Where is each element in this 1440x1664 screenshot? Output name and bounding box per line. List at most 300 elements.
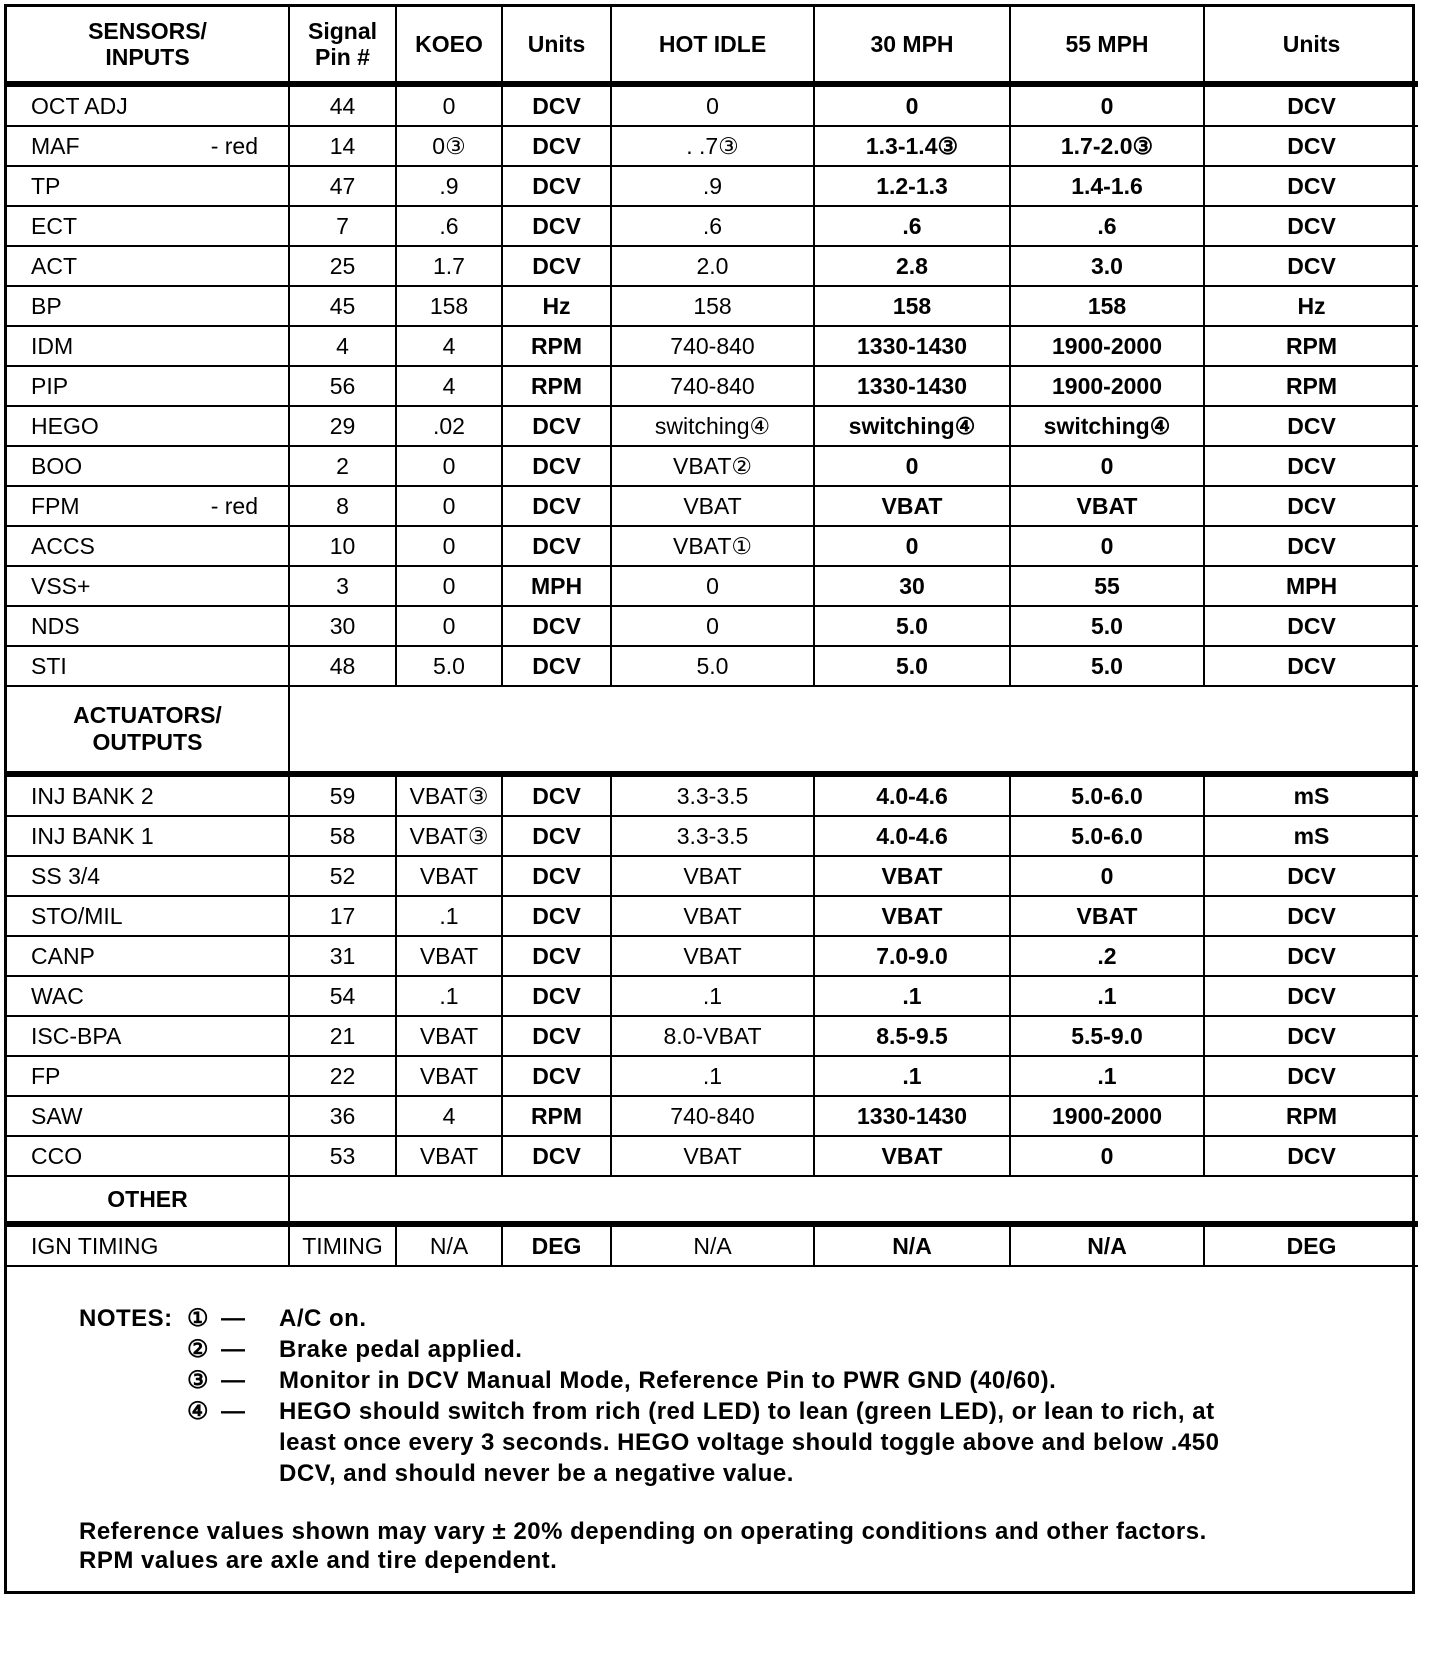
empty-cell (289, 686, 1418, 774)
signal-name: NDS (31, 612, 80, 639)
value-cell: DCV (1204, 526, 1418, 566)
note-number: ③ (187, 1367, 210, 1394)
value-cell: 0 (814, 84, 1010, 126)
value-cell: DCV (502, 856, 611, 896)
note-item (79, 1334, 1412, 1365)
value-cell: MPH (1204, 566, 1418, 606)
value-cell: 5.0 (611, 646, 814, 686)
value-cell: 0 (611, 84, 814, 126)
value-cell: mS (1204, 774, 1418, 816)
value-cell: 158 (396, 286, 502, 326)
value-cell: DCV (1204, 84, 1418, 126)
value-cell: .02 (396, 406, 502, 446)
signal-name: BOO (31, 452, 83, 479)
value-cell: 740-840 (611, 366, 814, 406)
value-cell: DCV (502, 1056, 611, 1096)
value-cell: 0 (396, 84, 502, 126)
table-row (7, 126, 1418, 166)
value-cell: DCV (1204, 206, 1418, 246)
note-number: ④ (187, 1398, 210, 1425)
value-cell: 0 (1010, 526, 1204, 566)
value-cell: 0 (1010, 446, 1204, 486)
value-cell: 0 (814, 526, 1010, 566)
value-cell: 0 (396, 446, 502, 486)
value-cell: 4 (396, 326, 502, 366)
value-cell: DCV (502, 936, 611, 976)
value-cell: Hz (502, 286, 611, 326)
value-cell: 1330-1430 (814, 1096, 1010, 1136)
column-header: Signal Pin # (289, 7, 396, 84)
value-cell: .6 (611, 206, 814, 246)
value-cell: 30 (289, 606, 396, 646)
value-cell: RPM (1204, 1096, 1418, 1136)
empty-cell (289, 1176, 1418, 1224)
table-row (7, 326, 1418, 366)
value-cell: MPH (502, 566, 611, 606)
value-cell: DCV (502, 246, 611, 286)
value-cell: 8.5-9.5 (814, 1016, 1010, 1056)
value-cell: VBAT (611, 936, 814, 976)
value-cell: VBAT (396, 936, 502, 976)
table-row (7, 896, 1418, 936)
signal-name: STI (31, 652, 67, 679)
signal-name-cell (7, 936, 289, 976)
value-cell: .1 (396, 976, 502, 1016)
table-row (7, 406, 1418, 446)
value-cell: .1 (611, 1056, 814, 1096)
value-cell: 4.0-4.6 (814, 774, 1010, 816)
value-cell: VBAT (1010, 486, 1204, 526)
signal-name: CCO (31, 1142, 83, 1169)
value-cell: VBAT③ (396, 774, 502, 816)
value-cell: DCV (502, 1136, 611, 1176)
value-cell: 30 (814, 566, 1010, 606)
value-cell: 0 (1010, 1136, 1204, 1176)
value-cell: .6 (1010, 206, 1204, 246)
table-row (7, 446, 1418, 486)
value-cell: VBAT① (611, 526, 814, 566)
value-cell: 7 (289, 206, 396, 246)
value-cell: 7.0-9.0 (814, 936, 1010, 976)
signal-name: STO/MIL (31, 902, 123, 929)
column-header: 55 MPH (1010, 7, 1204, 84)
section-header-row (7, 686, 1418, 774)
value-cell: 31 (289, 936, 396, 976)
value-cell: DEG (502, 1224, 611, 1266)
signal-name: CANP (31, 942, 95, 969)
signal-name-cell (7, 366, 289, 406)
value-cell: . .7③ (611, 126, 814, 166)
value-cell: 0 (814, 446, 1010, 486)
table-row (7, 1096, 1418, 1136)
header-row (7, 7, 1418, 84)
diagnostic-reference-table (4, 4, 1415, 1594)
signal-name-cell (7, 1224, 289, 1266)
value-cell: 5.0 (1010, 606, 1204, 646)
table-row (7, 1136, 1418, 1176)
wire-color-note: - red (210, 492, 258, 519)
signal-name: INJ BANK 1 (31, 822, 154, 849)
value-cell: VBAT (396, 856, 502, 896)
dash-separator: — (221, 1367, 246, 1394)
value-cell: DCV (502, 406, 611, 446)
signal-name: HEGO (31, 412, 99, 439)
signal-name: IGN TIMING (31, 1232, 159, 1259)
signal-name-cell (7, 406, 289, 446)
signal-name-cell (7, 1016, 289, 1056)
value-cell: 4 (396, 1096, 502, 1136)
value-cell: 56 (289, 366, 396, 406)
table-row (7, 166, 1418, 206)
value-cell: 45 (289, 286, 396, 326)
value-cell: 1900-2000 (1010, 1096, 1204, 1136)
note-item (79, 1303, 1412, 1334)
signal-name-cell (7, 286, 289, 326)
value-cell: 0 (396, 486, 502, 526)
signal-name-cell (7, 896, 289, 936)
value-cell: 48 (289, 646, 396, 686)
value-cell: 2 (289, 446, 396, 486)
signal-name-cell (7, 856, 289, 896)
signal-name: FP (31, 1062, 61, 1089)
table-row (7, 206, 1418, 246)
value-cell: 5.5-9.0 (1010, 1016, 1204, 1056)
value-cell: RPM (1204, 326, 1418, 366)
value-cell: .1 (814, 976, 1010, 1016)
value-cell: 0 (396, 526, 502, 566)
value-cell: DCV (1204, 936, 1418, 976)
table-row (7, 774, 1418, 816)
value-cell: 5.0-6.0 (1010, 774, 1204, 816)
value-cell: 1330-1430 (814, 326, 1010, 366)
value-cell: 4.0-4.6 (814, 816, 1010, 856)
value-cell: DCV (502, 896, 611, 936)
signal-name-cell (7, 1136, 289, 1176)
notes-section (7, 1267, 1412, 1591)
value-cell: N/A (611, 1224, 814, 1266)
value-cell: switching④ (611, 406, 814, 446)
value-cell: Hz (1204, 286, 1418, 326)
signal-name-cell (7, 206, 289, 246)
value-cell: N/A (396, 1224, 502, 1266)
table-row (7, 1056, 1418, 1096)
value-cell: DCV (502, 1016, 611, 1056)
value-cell: 52 (289, 856, 396, 896)
value-cell: 29 (289, 406, 396, 446)
value-cell: 5.0 (814, 646, 1010, 686)
dash-separator: — (221, 1336, 246, 1363)
value-cell: 4 (396, 366, 502, 406)
notes-label (79, 1396, 187, 1489)
signal-name: MAF (31, 132, 80, 159)
signal-name: WAC (31, 982, 84, 1009)
value-cell: VBAT (814, 486, 1010, 526)
signal-name: ACT (31, 252, 77, 279)
value-cell: DCV (1204, 856, 1418, 896)
value-cell: RPM (1204, 366, 1418, 406)
value-cell: VBAT (611, 1136, 814, 1176)
value-cell: 22 (289, 1056, 396, 1096)
value-cell: VBAT (396, 1136, 502, 1176)
value-cell: .2 (1010, 936, 1204, 976)
value-cell: 1.2-1.3 (814, 166, 1010, 206)
value-cell: 53 (289, 1136, 396, 1176)
value-cell: 0 (1010, 856, 1204, 896)
value-cell: DCV (502, 206, 611, 246)
value-cell: DCV (502, 976, 611, 1016)
value-cell: 158 (611, 286, 814, 326)
table-row (7, 84, 1418, 126)
dash-separator: — (221, 1305, 246, 1332)
note-item (79, 1396, 1412, 1489)
signal-name-cell (7, 976, 289, 1016)
reference-note: Reference values shown may vary ± 20% depending on operating conditions and other factors. RPM values are axle and tire dependent. (79, 1518, 1207, 1574)
value-cell: VBAT (611, 896, 814, 936)
value-cell: 1900-2000 (1010, 366, 1204, 406)
column-header: SENSORS/ INPUTS (7, 7, 289, 84)
column-header: Units (502, 7, 611, 84)
value-cell: 1.7-2.0③ (1010, 126, 1204, 166)
value-cell: 0 (611, 566, 814, 606)
value-cell: 3 (289, 566, 396, 606)
value-cell: VBAT③ (396, 816, 502, 856)
value-cell: 0 (611, 606, 814, 646)
signal-name-cell (7, 646, 289, 686)
signal-name-cell (7, 774, 289, 816)
value-cell: DCV (502, 816, 611, 856)
value-cell: VBAT (396, 1056, 502, 1096)
value-cell: DCV (1204, 446, 1418, 486)
value-cell: 36 (289, 1096, 396, 1136)
signal-name-cell (7, 166, 289, 206)
value-cell: DCV (1204, 976, 1418, 1016)
note-number: ② (187, 1336, 210, 1363)
table-row (7, 286, 1418, 326)
signal-name: BP (31, 292, 62, 319)
value-cell: DCV (1204, 896, 1418, 936)
value-cell: 3.0 (1010, 246, 1204, 286)
value-cell: .1 (611, 976, 814, 1016)
value-cell: 44 (289, 84, 396, 126)
section-title: ACTUATORS/ OUTPUTS (7, 686, 289, 774)
value-cell: 740-840 (611, 326, 814, 366)
notes-label: NOTES: (79, 1305, 173, 1332)
value-cell: DCV (1204, 1016, 1418, 1056)
value-cell: 5.0 (814, 606, 1010, 646)
value-cell: .1 (1010, 1056, 1204, 1096)
value-cell: 2.8 (814, 246, 1010, 286)
value-cell: DCV (502, 486, 611, 526)
value-cell: mS (1204, 816, 1418, 856)
value-cell: DCV (502, 526, 611, 566)
notes-label (79, 1334, 187, 1365)
value-cell: 740-840 (611, 1096, 814, 1136)
note-number: ① (187, 1305, 210, 1332)
value-cell: 21 (289, 1016, 396, 1056)
value-cell: VBAT② (611, 446, 814, 486)
value-cell: 1900-2000 (1010, 326, 1204, 366)
signal-name-cell (7, 84, 289, 126)
value-cell: 55 (1010, 566, 1204, 606)
signal-name: ISC-BPA (31, 1022, 122, 1049)
column-header: KOEO (396, 7, 502, 84)
value-cell: DCV (502, 84, 611, 126)
table-row (7, 976, 1418, 1016)
value-cell: DCV (502, 606, 611, 646)
value-cell: TIMING (289, 1224, 396, 1266)
column-header: HOT IDLE (611, 7, 814, 84)
note-text: Monitor in DCV Manual Mode, Reference Pin to PWR GND (40/60). (279, 1367, 1057, 1394)
value-cell: DCV (502, 166, 611, 206)
signal-name-cell (7, 246, 289, 286)
value-cell: 14 (289, 126, 396, 166)
value-cell: 158 (814, 286, 1010, 326)
signal-name: IDM (31, 332, 74, 359)
value-cell: .1 (814, 1056, 1010, 1096)
value-cell: 158 (1010, 286, 1204, 326)
signal-name: ACCS (31, 532, 95, 559)
value-cell: .9 (396, 166, 502, 206)
value-cell: 10 (289, 526, 396, 566)
column-header: 30 MPH (814, 7, 1010, 84)
value-cell: 58 (289, 816, 396, 856)
value-cell: DCV (502, 126, 611, 166)
signal-name: VSS+ (31, 572, 91, 599)
value-cell: N/A (814, 1224, 1010, 1266)
value-cell: 3.3-3.5 (611, 774, 814, 816)
column-header: Units (1204, 7, 1418, 84)
value-cell: 17 (289, 896, 396, 936)
note-text: HEGO should switch from rich (red LED) to lean (green LED), or lean to rich, at least once every 3 seconds. HEGO voltage should toggle above and below .450 DCV, and should never be a negative value. (279, 1398, 1220, 1487)
signal-name-cell (7, 606, 289, 646)
value-cell: 25 (289, 246, 396, 286)
value-cell: DCV (502, 646, 611, 686)
signal-name: SS 3/4 (31, 862, 101, 889)
value-cell: switching④ (1010, 406, 1204, 446)
table-row (7, 1016, 1418, 1056)
signal-name-cell (7, 566, 289, 606)
table-row (7, 366, 1418, 406)
value-cell: VBAT (814, 896, 1010, 936)
value-cell: DCV (502, 446, 611, 486)
value-cell: 59 (289, 774, 396, 816)
table-row (7, 856, 1418, 896)
value-cell: 1.3-1.4③ (814, 126, 1010, 166)
value-cell: N/A (1010, 1224, 1204, 1266)
notes-label (79, 1365, 187, 1396)
signal-name: TP (31, 172, 61, 199)
value-cell: DCV (1204, 166, 1418, 206)
signal-name-cell (7, 446, 289, 486)
value-cell: .9 (611, 166, 814, 206)
value-cell: 4 (289, 326, 396, 366)
table-row (7, 526, 1418, 566)
value-cell: switching④ (814, 406, 1010, 446)
value-cell: DCV (1204, 646, 1418, 686)
value-cell: DEG (1204, 1224, 1418, 1266)
signal-name: OCT ADJ (31, 92, 128, 119)
table-row (7, 936, 1418, 976)
signal-name-cell (7, 526, 289, 566)
section-header-row (7, 1176, 1418, 1224)
value-cell: 1330-1430 (814, 366, 1010, 406)
note-item (79, 1365, 1412, 1396)
value-cell: 47 (289, 166, 396, 206)
pin-values-table (7, 7, 1418, 1267)
signal-name: INJ BANK 2 (31, 782, 154, 809)
value-cell: DCV (1204, 486, 1418, 526)
value-cell: 1.7 (396, 246, 502, 286)
value-cell: DCV (1204, 406, 1418, 446)
value-cell: VBAT (396, 1016, 502, 1056)
value-cell: 5.0 (396, 646, 502, 686)
table-row (7, 566, 1418, 606)
value-cell: 0 (396, 606, 502, 646)
value-cell: .1 (1010, 976, 1204, 1016)
signal-name: SAW (31, 1102, 83, 1129)
table-row (7, 486, 1418, 526)
signal-name-cell (7, 816, 289, 856)
value-cell: VBAT (1010, 896, 1204, 936)
note-text: Brake pedal applied. (279, 1336, 523, 1363)
value-cell: RPM (502, 326, 611, 366)
wire-color-note: - red (210, 132, 258, 159)
value-cell: 2.0 (611, 246, 814, 286)
table-row (7, 246, 1418, 286)
signal-name: FPM (31, 492, 80, 519)
value-cell: VBAT (611, 486, 814, 526)
value-cell: RPM (502, 366, 611, 406)
value-cell: 0 (396, 566, 502, 606)
value-cell: 3.3-3.5 (611, 816, 814, 856)
value-cell: 54 (289, 976, 396, 1016)
value-cell: .6 (396, 206, 502, 246)
value-cell: 8.0-VBAT (611, 1016, 814, 1056)
section-title: OTHER (7, 1176, 289, 1224)
value-cell: DCV (1204, 606, 1418, 646)
table-row (7, 646, 1418, 686)
value-cell: 0③ (396, 126, 502, 166)
value-cell: 1.4-1.6 (1010, 166, 1204, 206)
value-cell: VBAT (611, 856, 814, 896)
value-cell: DCV (1204, 246, 1418, 286)
value-cell: VBAT (814, 1136, 1010, 1176)
value-cell: VBAT (814, 856, 1010, 896)
table-row (7, 1224, 1418, 1266)
value-cell: 0 (1010, 84, 1204, 126)
signal-name: PIP (31, 372, 69, 399)
signal-name-cell (7, 1056, 289, 1096)
value-cell: .1 (396, 896, 502, 936)
value-cell: DCV (1204, 1056, 1418, 1096)
signal-name-cell (7, 486, 289, 526)
value-cell: 5.0 (1010, 646, 1204, 686)
table-row (7, 816, 1418, 856)
value-cell: 5.0-6.0 (1010, 816, 1204, 856)
value-cell: RPM (502, 1096, 611, 1136)
value-cell: DCV (1204, 1136, 1418, 1176)
signal-name-cell (7, 326, 289, 366)
value-cell: DCV (502, 774, 611, 816)
table-row (7, 606, 1418, 646)
note-text: A/C on. (279, 1305, 367, 1332)
dash-separator: — (221, 1398, 246, 1425)
value-cell: DCV (1204, 126, 1418, 166)
signal-name-cell (7, 126, 289, 166)
value-cell: 8 (289, 486, 396, 526)
value-cell: .6 (814, 206, 1010, 246)
signal-name-cell (7, 1096, 289, 1136)
